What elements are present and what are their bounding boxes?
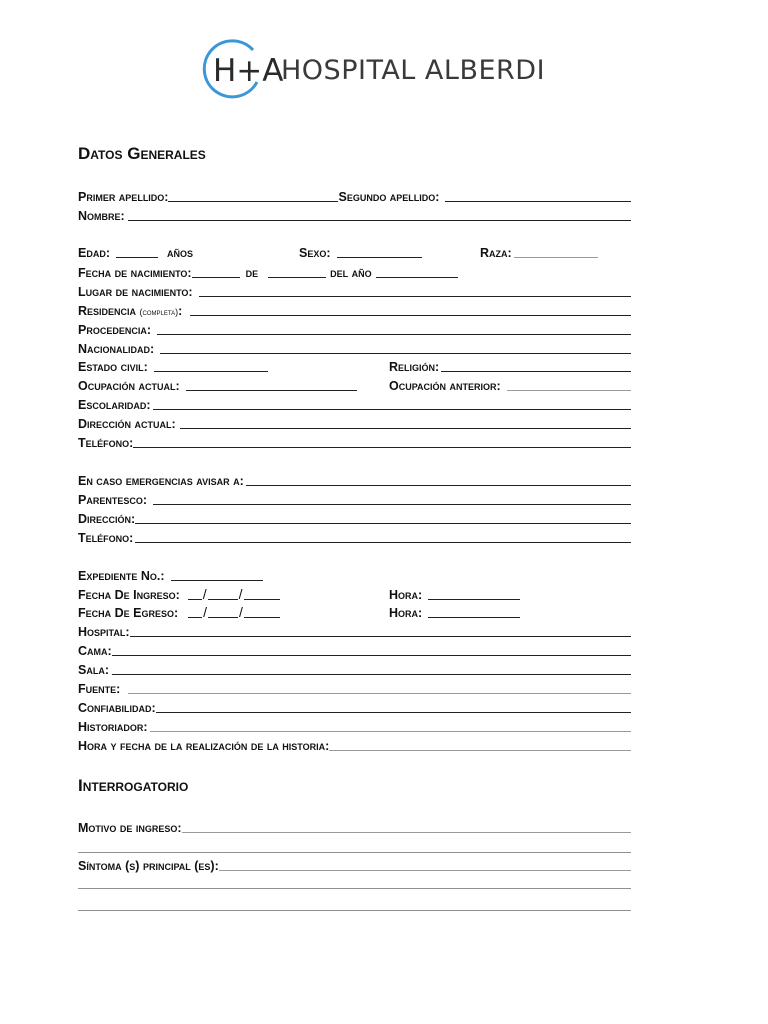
emergencias-label: En caso emergencias avisar a: bbox=[78, 474, 244, 488]
row-direccion-actual bbox=[78, 413, 631, 431]
religion-field[interactable] bbox=[441, 371, 631, 372]
row-fecha-egreso bbox=[78, 602, 631, 620]
hora-egreso-field[interactable] bbox=[428, 617, 520, 618]
segundo-apellido-field[interactable] bbox=[445, 201, 631, 202]
ocupacion-anterior-label: Ocupación anterior: bbox=[389, 379, 501, 393]
hospital-field[interactable] bbox=[130, 636, 631, 637]
motivo-ingreso-extra-line[interactable] bbox=[78, 852, 631, 853]
hospital-label: Hospital: bbox=[78, 625, 130, 639]
fecha-ingreso-slash-2: / bbox=[238, 586, 243, 602]
hospital-logo bbox=[205, 38, 545, 102]
sala-field[interactable] bbox=[112, 674, 631, 675]
hora-ingreso-label: Hora: bbox=[389, 588, 423, 602]
motivo-ingreso-label: Motivo de ingreso: bbox=[78, 821, 182, 835]
historiador-label: Historiador: bbox=[78, 720, 148, 734]
row-hora-fecha-historia bbox=[78, 735, 631, 753]
ocupacion-anterior-field[interactable] bbox=[507, 390, 631, 391]
escolaridad-label: Escolaridad: bbox=[78, 398, 151, 412]
row-emergencias bbox=[78, 470, 631, 488]
row-confiabilidad bbox=[78, 697, 631, 715]
lugar-nacimiento-field[interactable] bbox=[199, 296, 631, 297]
confiabilidad-label: Confiabilidad: bbox=[78, 701, 156, 715]
section-title-datos-generales: Datos Generales bbox=[78, 144, 206, 163]
row-sintoma-principal bbox=[78, 855, 631, 873]
raza-label: Raza: bbox=[480, 246, 512, 260]
fuente-field[interactable] bbox=[128, 693, 631, 694]
fecha-nacimiento-dia-field[interactable] bbox=[192, 277, 240, 278]
row-fecha-ingreso bbox=[78, 584, 631, 602]
residencia-note: (completa) bbox=[139, 307, 179, 317]
del-ano-label: del año bbox=[330, 266, 372, 280]
religion-label: Religión: bbox=[389, 360, 440, 374]
raza-field[interactable] bbox=[514, 257, 598, 258]
nacionalidad-label: Nacionalidad: bbox=[78, 342, 155, 356]
row-sala bbox=[78, 659, 631, 677]
hora-ingreso-field[interactable] bbox=[428, 599, 520, 600]
hora-egreso-label: Hora: bbox=[389, 606, 423, 620]
edad-field[interactable] bbox=[116, 257, 158, 258]
fecha-ingreso-label: Fecha De Ingreso: bbox=[78, 588, 180, 602]
escolaridad-field[interactable] bbox=[153, 409, 632, 410]
residencia-label: Residencia (completa): bbox=[78, 304, 183, 318]
emergencia-direccion-label: Dirección: bbox=[78, 512, 136, 526]
telefono-label: Teléfono: bbox=[78, 436, 134, 450]
sintoma-principal-field[interactable] bbox=[219, 870, 631, 871]
row-emergencia-direccion bbox=[78, 508, 631, 526]
fecha-egreso-ano-field[interactable] bbox=[244, 617, 280, 618]
hospital-logo-icon bbox=[205, 38, 284, 102]
fecha-egreso-slash-1: / bbox=[203, 604, 208, 620]
residencia-colon: : bbox=[178, 304, 183, 318]
fecha-nacimiento-label: Fecha de nacimiento: bbox=[78, 266, 192, 280]
emergencias-field[interactable] bbox=[246, 485, 631, 486]
ocupacion-actual-field[interactable] bbox=[186, 390, 357, 391]
logo-monogram: H+A bbox=[213, 53, 284, 89]
procedencia-label: Procedencia: bbox=[78, 323, 152, 337]
cama-label: Cama: bbox=[78, 644, 112, 658]
primer-apellido-field[interactable] bbox=[168, 201, 338, 202]
row-fuente bbox=[78, 678, 631, 696]
fuente-label: Fuente: bbox=[78, 682, 121, 696]
row-cama bbox=[78, 640, 631, 658]
sexo-label: Sexo: bbox=[299, 246, 331, 260]
row-residencia bbox=[78, 300, 631, 318]
nombre-field[interactable] bbox=[128, 220, 631, 221]
row-ocupacion bbox=[78, 375, 631, 393]
row-expediente bbox=[78, 565, 631, 583]
lugar-nacimiento-label: Lugar de nacimiento: bbox=[78, 285, 193, 299]
sexo-field[interactable] bbox=[337, 257, 422, 258]
direccion-actual-field[interactable] bbox=[180, 428, 631, 429]
fecha-egreso-mes-field[interactable] bbox=[208, 617, 238, 618]
fecha-ingreso-ano-field[interactable] bbox=[244, 599, 280, 600]
primer-apellido-label: Primer apellido: bbox=[78, 190, 169, 204]
residencia-field[interactable] bbox=[190, 315, 631, 316]
anos-label: años bbox=[167, 246, 194, 260]
parentesco-label: Parentesco: bbox=[78, 493, 148, 507]
sintoma-extra-line-1[interactable] bbox=[78, 888, 631, 889]
fecha-nacimiento-mes-field[interactable] bbox=[268, 277, 326, 278]
fecha-nacimiento-ano-field[interactable] bbox=[376, 277, 458, 278]
row-estado-civil-religion bbox=[78, 356, 631, 374]
historiador-field[interactable] bbox=[150, 731, 631, 732]
row-lugar-nacimiento bbox=[78, 281, 631, 299]
emergencia-direccion-field[interactable] bbox=[135, 523, 631, 524]
expediente-label: Expediente No.: bbox=[78, 569, 165, 583]
procedencia-field[interactable] bbox=[157, 334, 631, 335]
confiabilidad-field[interactable] bbox=[156, 712, 631, 713]
brand-name: HOSPITAL ALBERDI bbox=[281, 54, 546, 86]
nacionalidad-field[interactable] bbox=[160, 353, 631, 354]
emergencia-telefono-label: Teléfono: bbox=[78, 531, 134, 545]
row-emergencia-telefono bbox=[78, 527, 631, 545]
expediente-field[interactable] bbox=[171, 580, 263, 581]
row-procedencia bbox=[78, 319, 631, 337]
row-parentesco bbox=[78, 489, 631, 507]
hora-fecha-historia-label: Hora y fecha de la realización de la historia: bbox=[78, 739, 330, 753]
fecha-ingreso-slash-1: / bbox=[202, 586, 207, 602]
telefono-field[interactable] bbox=[133, 447, 631, 448]
segundo-apellido-label: Segundo apellido: bbox=[338, 190, 440, 204]
sintoma-extra-line-2[interactable] bbox=[78, 910, 631, 911]
parentesco-field[interactable] bbox=[153, 504, 631, 505]
row-nombre bbox=[78, 205, 631, 223]
row-fecha-nacimiento bbox=[78, 262, 631, 280]
row-motivo-ingreso bbox=[78, 817, 631, 835]
row-apellidos bbox=[78, 186, 631, 204]
fecha-egreso-dia-field[interactable] bbox=[188, 617, 202, 618]
estado-civil-label: Estado civil: bbox=[78, 360, 148, 374]
cama-field[interactable] bbox=[112, 655, 631, 656]
row-hospital bbox=[78, 621, 631, 639]
fecha-ingreso-dia-field[interactable] bbox=[188, 599, 202, 600]
emergencia-telefono-field[interactable] bbox=[135, 542, 631, 543]
sala-label: Sala: bbox=[78, 663, 109, 677]
direccion-actual-label: Dirección actual: bbox=[78, 417, 176, 431]
de-label: de bbox=[245, 266, 259, 280]
estado-civil-field[interactable] bbox=[154, 371, 268, 372]
row-escolaridad bbox=[78, 394, 631, 412]
hora-fecha-historia-field[interactable] bbox=[329, 750, 631, 751]
motivo-ingreso-field[interactable] bbox=[182, 832, 631, 833]
nombre-label: Nombre: bbox=[78, 209, 125, 223]
section-title-interrogatorio: Interrogatorio bbox=[78, 776, 189, 795]
fecha-egreso-slash-2: / bbox=[239, 604, 243, 620]
row-edad-sexo-raza bbox=[78, 242, 631, 260]
sintoma-principal-label: Síntoma (s) principal (es): bbox=[78, 859, 219, 873]
row-telefono bbox=[78, 432, 631, 450]
ocupacion-actual-label: Ocupación actual: bbox=[78, 379, 180, 393]
fecha-ingreso-mes-field[interactable] bbox=[208, 599, 238, 600]
row-historiador bbox=[78, 716, 631, 734]
row-nacionalidad bbox=[78, 338, 631, 356]
fecha-egreso-label: Fecha De Egreso: bbox=[78, 606, 179, 620]
edad-label: Edad: bbox=[78, 246, 110, 260]
